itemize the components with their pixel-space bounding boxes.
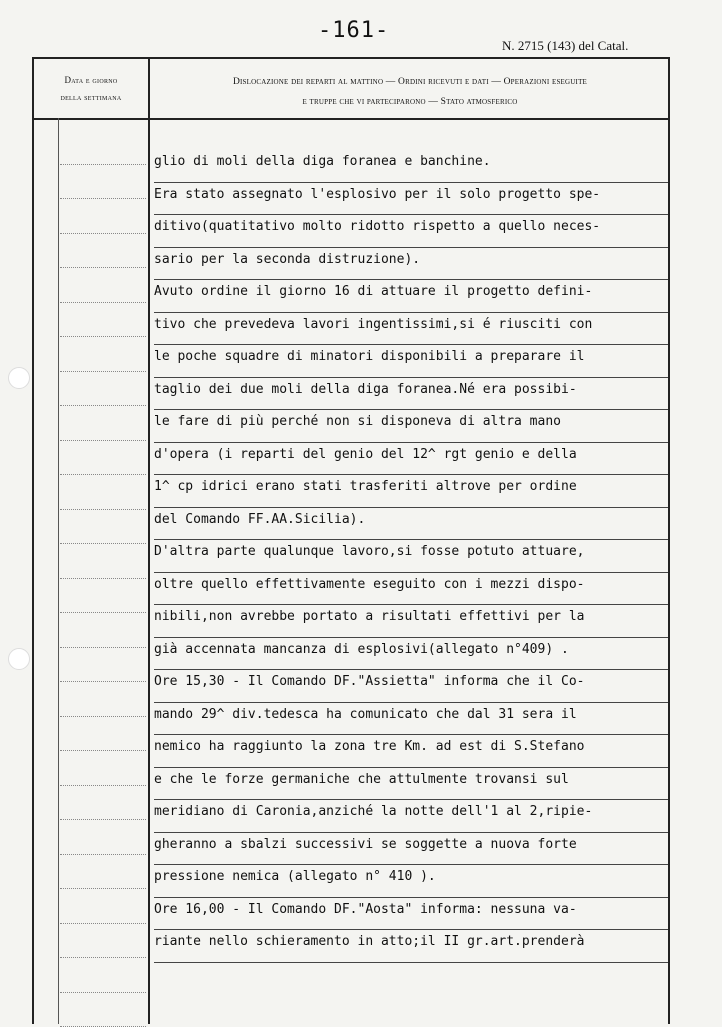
margin-divider <box>58 118 59 1024</box>
punch-hole <box>8 367 30 389</box>
date-rule <box>60 130 146 165</box>
date-rule <box>60 751 146 786</box>
text-line: le poche squadre di minatori disponibili a preparare il <box>154 345 668 378</box>
date-rule <box>60 613 146 648</box>
date-rule <box>60 510 146 545</box>
date-column-rules <box>60 130 146 1027</box>
text-line: riante nello schieramento in atto;il II gr.art.prenderà <box>154 930 668 963</box>
text-line: già accennata mancanza di esplosivi(allegato n°409) . <box>154 638 668 671</box>
date-rule <box>60 544 146 579</box>
date-rule <box>60 406 146 441</box>
date-rule <box>60 786 146 821</box>
content-header-line-1: Dislocazione dei reparti al mattino — Ordini ricevuti e dati — Operazioni eseguite <box>152 72 668 92</box>
punch-hole <box>8 648 30 670</box>
text-line: gheranno a sbalzi successivi se soggette a nuova forte <box>154 833 668 866</box>
date-rule <box>60 337 146 372</box>
date-rule <box>60 268 146 303</box>
text-line: e che le forze germaniche che attulmente trovansi sul <box>154 768 668 801</box>
text-line: ditivo(quatitativo molto ridotto rispetto a quello neces- <box>154 215 668 248</box>
text-line: glio di moli della diga foranea e banchine. <box>154 150 668 183</box>
date-rule <box>60 441 146 476</box>
text-line: tivo che prevedeva lavori ingentissimi,si é riusciti con <box>154 313 668 346</box>
text-line: Avuto ordine il giorno 16 di attuare il progetto defini- <box>154 280 668 313</box>
typed-text-body <box>154 150 668 963</box>
date-rule <box>60 372 146 407</box>
text-line: nibili,non avrebbe portato a risultati effettivi per la <box>154 605 668 638</box>
date-rule <box>60 855 146 890</box>
text-line: nemico ha raggiunto la zona tre Km. ad est di S.Stefano <box>154 735 668 768</box>
date-rule <box>60 682 146 717</box>
text-line: sario per la seconda distruzione). <box>154 248 668 281</box>
text-line: D'altra parte qualunque lavoro,si fosse potuto attuare, <box>154 540 668 573</box>
date-rule <box>60 165 146 200</box>
date-rule <box>60 924 146 959</box>
date-rule <box>60 648 146 683</box>
date-rule <box>60 303 146 338</box>
date-rule <box>60 889 146 924</box>
header-divider <box>32 118 670 120</box>
date-rule <box>60 199 146 234</box>
text-line: del Comando FF.AA.Sicilia). <box>154 508 668 541</box>
date-header-line-1: Data e giorno <box>34 72 148 89</box>
catalog-reference: N. 2715 (143) del Catal. <box>502 38 628 54</box>
date-rule <box>60 579 146 614</box>
date-rule <box>60 820 146 855</box>
date-rule <box>60 717 146 752</box>
text-line: mando 29^ div.tedesca ha comunicato che dal 31 sera il <box>154 703 668 736</box>
text-line: le fare di più perché non si disponeva di altra mano <box>154 410 668 443</box>
date-rule <box>60 958 146 993</box>
content-header-line-2: e truppe che vi parteciparono — Stato atmosferico <box>152 92 668 112</box>
text-line: taglio dei due moli della diga foranea.Né era possibi- <box>154 378 668 411</box>
text-line: oltre quello effettivamente eseguito con i mezzi dispo- <box>154 573 668 606</box>
text-line: 1^ cp idrici erano stati trasferiti altrove per ordine <box>154 475 668 508</box>
date-rule <box>60 475 146 510</box>
text-line: meridiano di Caronia,anziché la notte dell'1 al 2,ripie- <box>154 800 668 833</box>
text-line: Ore 16,00 - Il Comando DF."Aosta" informa: nessuna va- <box>154 898 668 931</box>
text-line: Era stato assegnato l'esplosivo per il solo progetto spe- <box>154 183 668 216</box>
text-line: d'opera (i reparti del genio del 12^ rgt genio e della <box>154 443 668 476</box>
page-number: -161- <box>318 18 389 43</box>
date-rule <box>60 234 146 269</box>
text-line: pressione nemica (allegato n° 410 ). <box>154 865 668 898</box>
date-header-line-2: della settimana <box>34 89 148 106</box>
date-rule <box>60 993 146 1027</box>
text-line: Ore 15,30 - Il Comando DF."Assietta" informa che il Co- <box>154 670 668 703</box>
date-column-header <box>34 72 148 106</box>
column-divider <box>148 57 150 1024</box>
content-column-header <box>152 72 668 112</box>
